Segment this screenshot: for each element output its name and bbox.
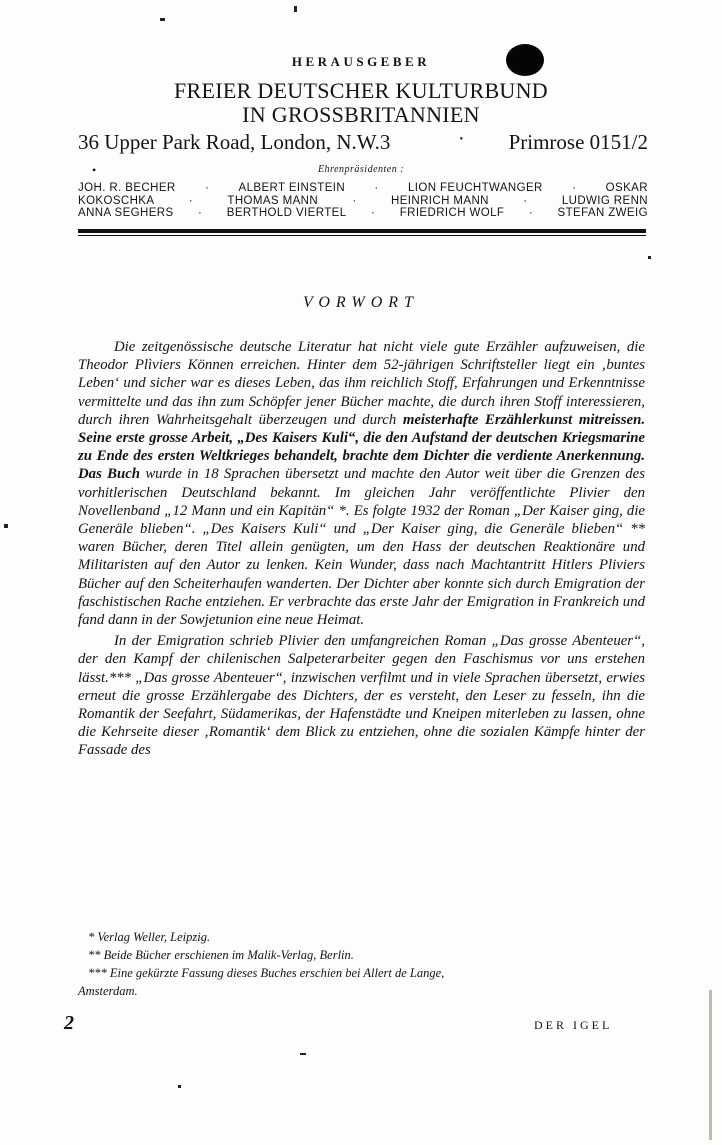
names-row bbox=[78, 182, 648, 195]
bold-text: meisterhafte Erzählerkunst mitreissen. Seine erste grosse Arbeit, „Des Kaisers Kuli“, die den Aufstand der deutschen Kriegsmarine zu Ende des ersten Weltkrieges behandelt, brachte dem Dichter die verdiente Anerkennung. Das Buch bbox=[78, 411, 646, 483]
organisation-name-line2: IN GROSSBRITANNIEN bbox=[242, 102, 480, 127]
name-separator: · bbox=[188, 194, 194, 207]
ink-blot bbox=[506, 44, 544, 76]
name: THOMAS MANN bbox=[227, 194, 319, 207]
paragraph-text: In der Emigration schrieb Plivier den umfangreichen Roman „Das grosse Abenteuer“, der den Kampf der chilenischen Salpeterarbeiter gegen den Faschismus vor uns erstehen lässt.*** „Das grosse Abenteuer“, inzwischen verfilmt und in viele Sprachen übersetzt, erwies erneut die grosse Erzählergabe des Dichters, der es versteht, den Leser zu fesseln, ihn die Romantik der Seefahrt, Südamerikas, der Hafenstädte und Kneipen miterleben zu lassen, ohne die Kehrseite dieser ‚Romantik‘ dem Blick zu entziehen, ohne die sozialen Kämpfe hinter der Fassade des bbox=[78, 633, 645, 759]
footnotes bbox=[78, 928, 645, 1000]
name: FRIEDRICH WOLF bbox=[399, 207, 505, 219]
article-body bbox=[78, 338, 645, 760]
print-speck bbox=[294, 6, 297, 12]
name-separator: · bbox=[374, 182, 379, 194]
name: ANNA SEGHERS bbox=[78, 207, 174, 219]
paragraph-text: Die zeitgenössische deutsche Literatur hat nicht viele gute Erzähler aufzuweisen, die Theodor Plìviers Können erreichen. Hinter dem 52-jährigen Schriftsteller liegt ein ‚buntes Leben‘ und sicher war es dieses Leben, das ihm reichlich Stoff, Erfahrungen und Erkenntnisse vermittelte und das ihn zum Schöpfer jener Bücher machte, die durch ihren Stoff interessieren, durch ihren Wahrheitsgehalt überzeugen und durch bbox=[78, 339, 645, 428]
publisher-label: HERAUSGEBER bbox=[291, 54, 431, 69]
footnote: * Verlag Weller, Leipzig. bbox=[88, 930, 211, 944]
name-separator: · bbox=[528, 207, 534, 219]
name: ALBERT EINSTEIN bbox=[238, 182, 346, 194]
name: JOH. R. BECHER bbox=[78, 182, 176, 194]
names-row bbox=[78, 207, 648, 220]
print-speck bbox=[4, 524, 8, 528]
name-separator: · bbox=[523, 194, 528, 207]
footnote: *** Eine gekürzte Fassung dieses Buches erschien bei Allert de Lange, bbox=[88, 966, 445, 980]
honorary-presidents-list bbox=[78, 182, 648, 220]
contact-line bbox=[78, 130, 648, 158]
footnote: ** Beide Bücher erschienen im Malik-Verlag, Berlin. bbox=[88, 948, 354, 962]
print-speck bbox=[300, 1053, 306, 1055]
section-title: VORWORT bbox=[303, 294, 419, 311]
organisation-name-line1: FREIER DEUTSCHER KULTURBUND bbox=[174, 78, 548, 103]
journal-title: DER IGEL bbox=[534, 1018, 613, 1032]
name: HEINRICH MANN bbox=[391, 194, 489, 207]
paragraph bbox=[78, 338, 645, 629]
name: OSKAR bbox=[605, 182, 648, 194]
header-rule-thick bbox=[78, 229, 646, 233]
paragraph-text: wurde in 18 Sprachen übersetzt und machte den Autor weit über die Grenzen des vorhitlerischen Deutschland bekannt. Im gleichen Jahr veröffentlichte Plivier den Novellenband „12 Mann und ein Kapitän“ *. Es folgte 1932 der Roman „Der Kaiser ging, die Generäle blieben“. „Des Kaisers Kuli“ und „Der Kaiser ging, die Generäle blieben“ ** waren Bücher, deren Titel allein genügten, um den Hass der deutschen Reaktionäre und Militaristen auf den Autor zu lenken. Kein Wunder, dass nach Machtantritt Hitlers Pliviers Bücher auf den Scheiterhaufen wanderten. Der Dichter aber konnte sich durch Emigration der faschistischen Rache entziehen. Er verbrachte das erste Jahr der Emigration in Frankreich und fand dann in der Sowjetunion eine neue Heimat. bbox=[78, 466, 646, 629]
names-row bbox=[78, 195, 648, 208]
name: BERTHOLD VIERTEL bbox=[226, 207, 347, 219]
address: 36 Upper Park Road, London, N.W.3 bbox=[78, 130, 391, 154]
name: KOKOSCHKA bbox=[78, 194, 155, 207]
header-rule-thin bbox=[78, 235, 646, 236]
paragraph bbox=[78, 632, 645, 759]
footnote-continuation: Amsterdam. bbox=[78, 984, 138, 998]
name-separator: · bbox=[370, 207, 376, 219]
page-number: 2 bbox=[64, 1012, 74, 1034]
separator-dot: · bbox=[458, 128, 465, 150]
phone-number: Primrose 0151/2 bbox=[508, 130, 648, 154]
name: LUDWIG RENN bbox=[561, 194, 648, 207]
print-speck bbox=[160, 18, 165, 21]
name: STEFAN ZWEIG bbox=[557, 207, 648, 219]
name-separator: · bbox=[352, 194, 357, 207]
print-speck bbox=[178, 1085, 181, 1088]
honorary-presidents-label: Ehrenpräsidenten : bbox=[317, 164, 405, 175]
name-separator: · bbox=[198, 207, 203, 219]
name: LION FEUCHTWANGER bbox=[407, 182, 543, 194]
name-separator: · bbox=[204, 182, 210, 194]
bullet-mark: • bbox=[92, 163, 97, 177]
print-speck bbox=[648, 256, 651, 259]
scan-edge bbox=[709, 990, 712, 1140]
name-separator: · bbox=[572, 182, 577, 194]
